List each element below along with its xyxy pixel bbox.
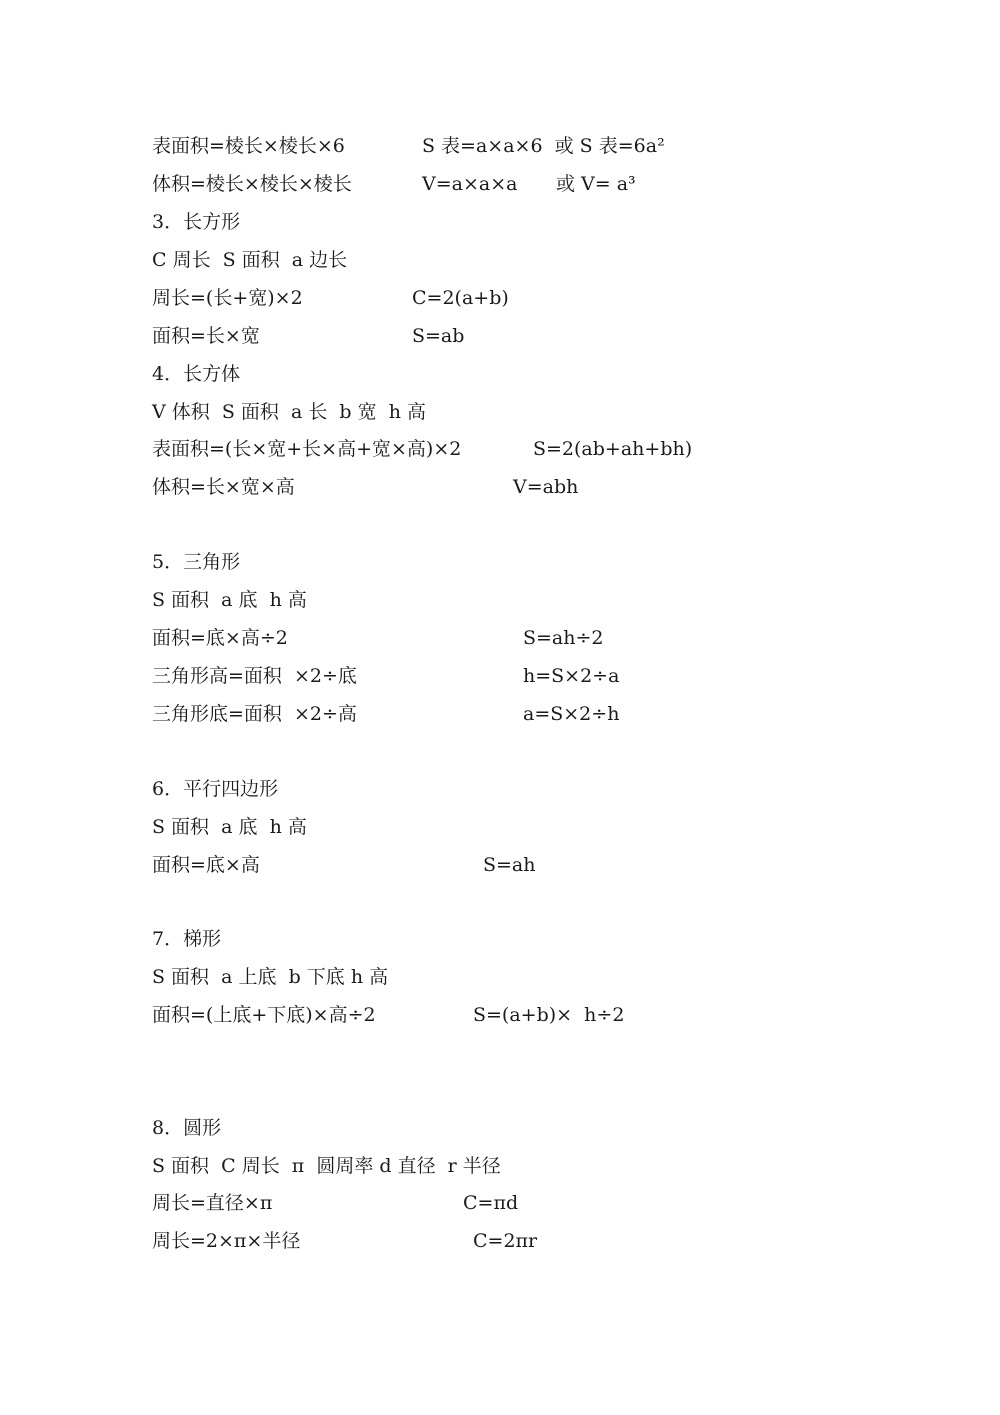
section-rectangle-title: 3．长方形 <box>152 211 241 233</box>
cube-volume-formula: 体积=棱长×棱长×棱长 <box>152 173 352 195</box>
cube-volume-symbolic-alt: 或 V= a³ <box>556 173 636 195</box>
triangle-area-symbolic: S=ah÷2 <box>523 627 604 649</box>
parallelogram-area-symbolic: S=ah <box>483 854 536 876</box>
circle-circumference-radius-formula: 周长=2×π×半径 <box>152 1230 301 1252</box>
triangle-height-formula: 三角形高=面积 ×2÷底 <box>152 665 357 687</box>
rectangle-variables: C 周长 S 面积 a 边长 <box>152 249 348 271</box>
rectangle-perimeter-symbolic: C=2(a+b) <box>412 287 509 309</box>
cuboid-surface-area-symbolic: S=2(ab+ah+bh) <box>533 438 693 460</box>
cube-surface-area-symbolic: S 表=a×a×6 或 S 表=6a² <box>422 135 665 157</box>
triangle-height-symbolic: h=S×2÷a <box>523 665 620 687</box>
rectangle-area-formula: 面积=长×宽 <box>152 325 260 347</box>
circle-circumference-radius-symbolic: C=2πr <box>473 1230 538 1252</box>
triangle-base-symbolic: a=S×2÷h <box>523 703 620 725</box>
section-trapezoid-title: 7．梯形 <box>152 928 222 950</box>
trapezoid-area-formula: 面积=(上底+下底)×高÷2 <box>152 1004 376 1026</box>
cuboid-volume-formula: 体积=长×宽×高 <box>152 476 295 498</box>
circle-circumference-diameter-formula: 周长=直径×π <box>152 1192 273 1214</box>
cube-volume-symbolic: V=a×a×a <box>422 173 518 195</box>
parallelogram-variables: S 面积 a 底 h 高 <box>152 816 307 838</box>
parallelogram-area-formula: 面积=底×高 <box>152 854 260 876</box>
section-cuboid-title: 4．长方体 <box>152 363 241 385</box>
circle-circumference-diameter-symbolic: C=πd <box>463 1192 519 1214</box>
section-parallelogram-title: 6．平行四边形 <box>152 778 279 800</box>
cuboid-variables: V 体积 S 面积 a 长 b 宽 h 高 <box>152 401 426 423</box>
cube-surface-area-formula: 表面积=棱长×棱长×6 <box>152 135 345 157</box>
triangle-area-formula: 面积=底×高÷2 <box>152 627 288 649</box>
cuboid-volume-symbolic: V=abh <box>513 476 579 498</box>
circle-variables: S 面积 C 周长 π 圆周率 d 直径 r 半径 <box>152 1155 501 1177</box>
trapezoid-variables: S 面积 a 上底 b 下底 h 高 <box>152 966 389 988</box>
trapezoid-area-symbolic: S=(a+b)× h÷2 <box>473 1004 625 1026</box>
cuboid-surface-area-formula: 表面积=(长×宽+长×高+宽×高)×2 <box>152 438 462 460</box>
triangle-variables: S 面积 a 底 h 高 <box>152 589 307 611</box>
triangle-base-formula: 三角形底=面积 ×2÷高 <box>152 703 357 725</box>
rectangle-area-symbolic: S=ab <box>412 325 465 347</box>
section-triangle-title: 5．三角形 <box>152 551 241 573</box>
section-circle-title: 8．圆形 <box>152 1117 222 1139</box>
rectangle-perimeter-formula: 周长=(长+宽)×2 <box>152 287 303 309</box>
